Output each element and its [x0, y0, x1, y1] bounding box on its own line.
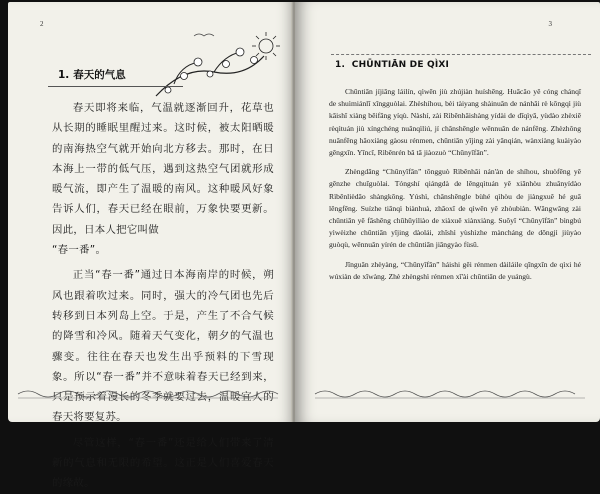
chapter-number: 1. — [335, 60, 346, 70]
chapter-number: 1. — [58, 69, 70, 81]
pinyin-text — [329, 86, 581, 290]
paragraph: 春天即将来临，气温就逐渐回升，花草也从长期的睡眠里醒过来。这时候，被太阳晒暖的南海热空气就开始向北方移去。那时，在日本海上一带的低气压，遇到这热空气团就形成暖气流，即产生了温暖的南风。这种暖风好象告诉人们，春天已经在眼前，万象快要更新。因此，日本人把它叫做 — [52, 102, 274, 236]
paragraph: 正当“春一番”通过日本海南岸的时候，朔风也跟着吹过来。同时，强大的冷气团也先后转移到日本列岛上空。于是，产生了不合气候的降雪和冷风。随着天气变化，朝夕的气温也骤变。往往在春天也发生出乎预料的下雪现象。所以“春一番”并不意味着春天已经到来，只是预示着漫长的冬季就要过去，温暖宜人的春天将要复苏。 — [52, 269, 274, 424]
open-book — [8, 2, 600, 490]
bottom-border-ornament — [295, 384, 600, 404]
paragraph: 尽管这样，“春一番”还是给人们带来了清新的气息和无限的希望。这正是人们喜爱春天的缘故。 — [52, 436, 274, 490]
chapter-title-text: 春天的气息 — [73, 69, 126, 81]
right-page — [295, 2, 600, 422]
paragraph: Zhèngdāng “Chūnyīfān” tōngguò Rìběnhǎi nán'àn de shíhou, shuòfēng yě gēnzhe chuīguòlai. Tóngshí qiángdà de lěngqìtuán yě xiānhòu zhuǎnyídào Rìběnlièdǎo shàngkōng. Yúshì, chǎnshēngle bùhé qìhòu de jiàngxuě hé guā lěngfēng. Suízhe tiānqì biànhuà, zhāoxī de qìwēn yě zhòubiàn. Wǎngwǎng zài chūntiān yě fāshēng chūhūyìliào de xiàxuě xiànxiàng. Suǒyǐ “Chūnyīfān” bìngbú yìwèizhe chūntiān yǐjing dàolái, zhǐshì yùshìzhe màncháng de dōngjì jiùyào guòqù, wēnnuǎn yírén de chūntiān jiāngyào fùsū. — [329, 167, 581, 250]
pinyin-chapter-title — [335, 60, 449, 70]
spring-blossom-illustration — [154, 26, 286, 102]
chapter-title — [58, 67, 126, 82]
header-rule — [331, 54, 591, 55]
chapter-title-text: CHŪNTIĀN DE QÌXI — [351, 60, 450, 70]
right-page-number: 3 — [548, 20, 552, 28]
bottom-border-ornament — [8, 384, 293, 404]
left-page — [8, 2, 293, 490]
title-rule — [48, 86, 183, 87]
paragraph: Jǐnguǎn zhèyàng, “Chūnyīfān” háishi gěi rénmen dàiláile qīngxīn de qìxi hé wúxiàn de xīwàng. Zhè zhèngshì rénmen xǐ'ài chūntiān de yuángù. — [329, 259, 581, 281]
paragraph: Chūntiān jíjiāng láilín, qìwēn jiù zhújiàn huíshēng. Huācǎo yě cóng chánqī de shuìmiánlǐ xǐngguòlai. Zhèshíhou, bèi tàiyang shàinuǎn de nánhǎi rè kōngqì jiù kāishǐ xiàng běifāng yíqù. Nàshí, zài Rìběnhǎishàng yídài de dīqìyā, yùdào zhèxiē rèqìtuán jiù xíngchéng nuǎnqìliú, jí chǎnshēngle wēnnuǎn de nánfēng. Zhèzhǒng nuǎnfēng hǎoxiàng gàosu rénmen, chūntiān yǐjing zài yǎnqián, wànxiàng kuàiyào gēngxīn. Yīncǐ, Rìběnrén bǎ tā jiàozuò “Chūnyīfān”. — [329, 87, 581, 158]
paragraph: “春一番”。 — [52, 244, 107, 257]
chinese-text — [52, 98, 274, 494]
left-page-number: 2 — [40, 20, 44, 28]
